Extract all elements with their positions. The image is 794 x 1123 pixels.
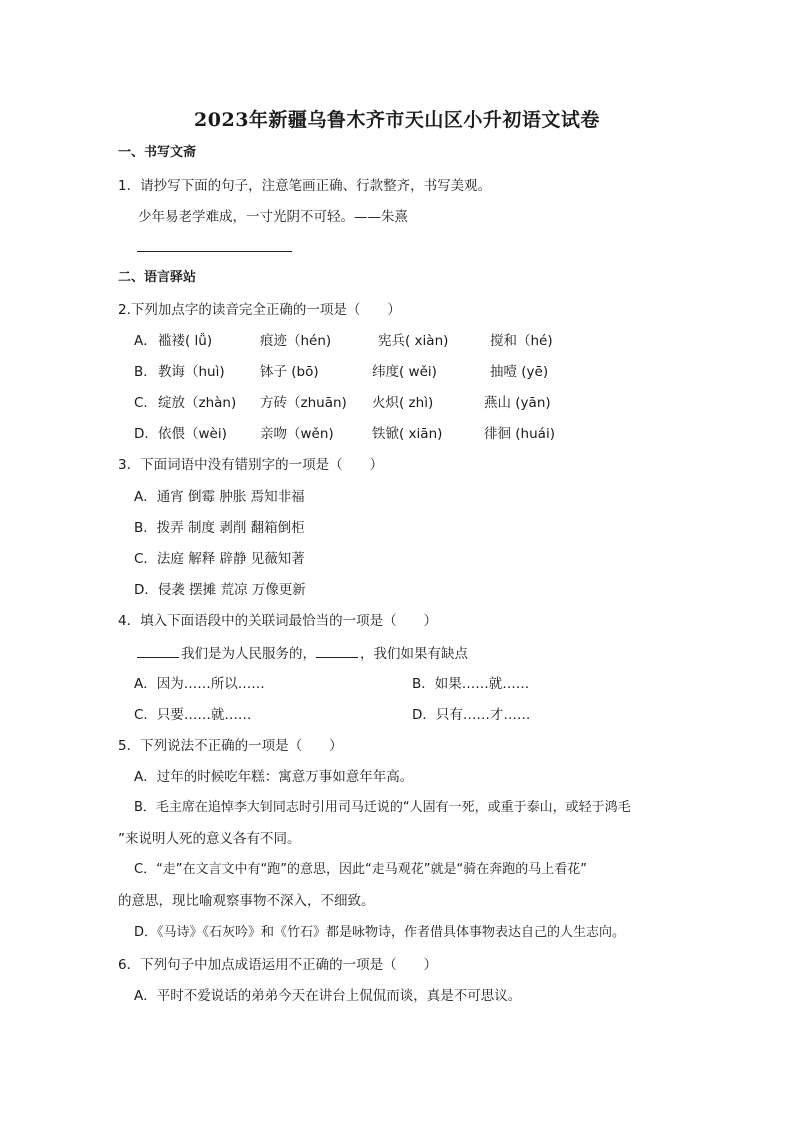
answer-line (137, 251, 292, 252)
question-3-stem: 3．下面词语中没有错别字的一项是（ ） (118, 457, 384, 473)
question-1-quote: 少年易老学难成，一寸光阴不可轻。——朱熹 (138, 209, 408, 225)
q2-option-c-item: 方砖（zhuān) (260, 395, 347, 411)
q3-option: D．侵袭 摆摊 荒凉 万像更新 (134, 582, 306, 598)
q4-option: B．如果……就…… (412, 676, 530, 692)
question-4-passage (137, 643, 468, 664)
q2-option-b-item: 抽噎 (yē) (490, 364, 549, 380)
q2-option-a-item: 痕迹（hén) (260, 333, 332, 349)
q4-option: C．只要……就…… (134, 707, 252, 723)
q2-option-c-label: C． (134, 395, 157, 411)
q2-option-b-label: B． (134, 364, 157, 380)
q2-option-b-item: 教诲（huì) (158, 364, 225, 380)
question-1-stem: 1．请抄写下面的句子，注意笔画正确、行款整齐，书写美观。 (118, 178, 492, 194)
q2-option-a-item: 褴褛( lǚ) (158, 333, 213, 349)
section-heading-language: 二、语言驿站 (118, 270, 197, 285)
q3-option: B．拨弄 制度 剥削 翻箱倒柜 (134, 520, 305, 536)
q2-option-d-label: D． (134, 426, 158, 442)
q6-option-a: A．平时不爱说话的弟弟今天在讲台上侃侃而谈，真是不可思议。 (134, 988, 522, 1004)
q2-option-d-item: 铁锨( xiān) (372, 426, 443, 442)
q2-option-b-item: 纬度( wěi) (372, 364, 437, 380)
q5-option-b-cont: ”来说明人死的意义各有不同。 (118, 831, 301, 847)
q4-option: D．只有……才…… (412, 707, 531, 723)
q2-option-a-item: 搅和（hé) (490, 333, 553, 349)
q2-option-a-label: A． (134, 333, 157, 349)
q5-option-d: D．《马诗》《石灰吟》和《竹石》都是咏物诗，作者借具体事物表达自己的人生志向。 (134, 925, 626, 940)
fill-blank (316, 643, 358, 658)
question-2-stem: 2.下列加点字的读音完全正确的一项是（ ） (118, 302, 401, 318)
q3-option: A．通宵 倒霉 肿胀 焉知非福 (134, 489, 305, 505)
q4-option: A．因为……所以…… (134, 676, 265, 692)
q2-option-d-item: 依偎（wèi) (158, 426, 227, 442)
q2-option-c-item: 火炽( zhì) (372, 395, 434, 411)
q3-option: C．法庭 解释 辟静 见薇知著 (134, 551, 305, 567)
q2-option-c-item: 燕山 (yān) (484, 395, 551, 411)
q5-option-b: B．毛主席在追悼李大钊同志时引用司马迁说的“人固有一死，或重于泰山，或轻于鸿毛 (134, 800, 631, 815)
q5-option-a: A．过年的时候吃年糕：寓意万事如意年年高。 (134, 769, 414, 785)
q2-option-b-item: 钵子 (bō) (260, 364, 319, 380)
question-6-stem: 6．下列句子中加点成语运用不正确的一项是（ ） (118, 957, 438, 973)
page-title: 2023年新疆乌鲁木齐市天山区小升初语文试卷 (194, 109, 600, 131)
q2-option-d-item: 徘徊 (huái) (484, 426, 555, 442)
q2-option-d-item: 亲吻（wěn) (260, 426, 334, 442)
q2-option-a-item: 宪兵( xiàn) (378, 333, 449, 349)
section-heading-writing: 一、书写文斋 (118, 145, 197, 160)
q5-option-c-cont: 的意思，现比喻观察事物不深入，不细致。 (118, 893, 375, 909)
q2-option-c-item: 绽放（zhàn) (158, 395, 237, 411)
passage-part: ，我们如果有缺点 (360, 646, 468, 662)
question-5-stem: 5．下列说法不正确的一项是（ ） (118, 738, 343, 754)
fill-blank (137, 643, 179, 658)
passage-part: 我们是为人民服务的， (181, 646, 316, 662)
q5-option-c: C．“走”在文言文中有“跑”的意思，因此“走马观花”就是“骑在奔跑的马上看花” (134, 862, 587, 877)
question-4-stem: 4．填入下面语段中的关联词最恰当的一项是（ ） (118, 613, 438, 629)
